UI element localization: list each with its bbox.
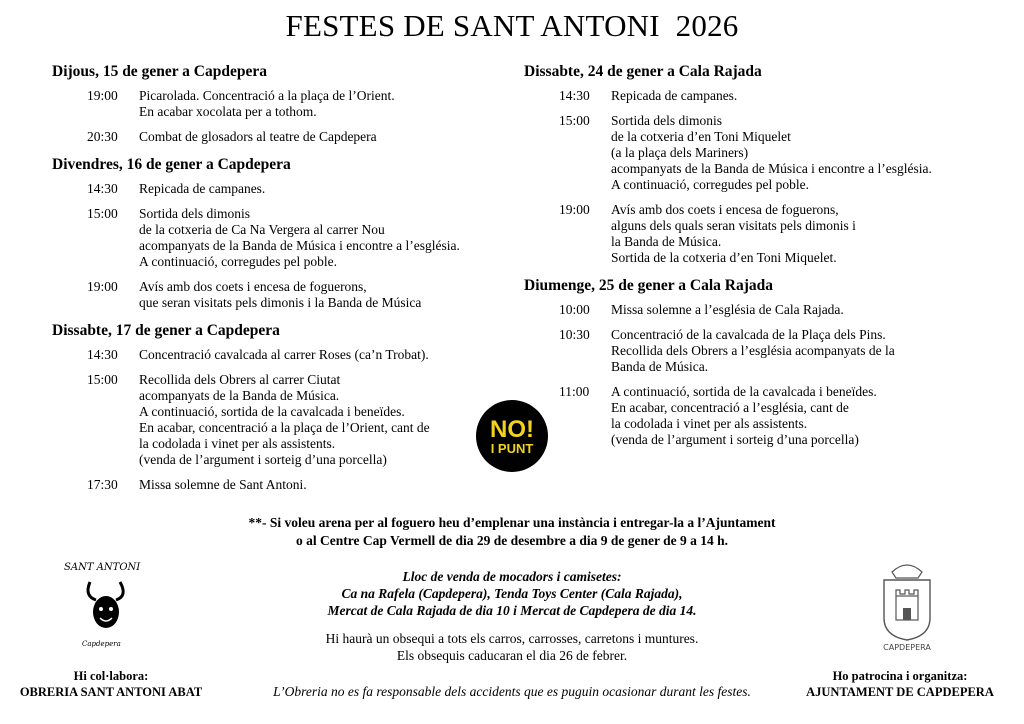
event-time: 17:30 — [87, 477, 118, 492]
event-time: 11:00 — [559, 384, 590, 399]
event-time: 15:00 — [559, 113, 590, 128]
event-line: de la cotxeria de Ca Na Vergera al carrer Nou — [139, 222, 385, 237]
event-time: 19:00 — [87, 279, 118, 294]
event-row — [52, 206, 492, 270]
event-line: Sortida dels dimonis — [139, 206, 250, 221]
gift-line: Hi haurà un obsequi a tots els carros, carrosses, carretons i muntures. — [325, 631, 699, 646]
event-line: (venda de l’argument i sorteig d’una porcella) — [139, 452, 387, 467]
event-time: 14:30 — [559, 88, 590, 103]
svg-text:SANT ANTONI: SANT ANTONI — [64, 562, 141, 573]
event-row — [52, 477, 492, 493]
event-description — [611, 202, 856, 266]
collaborator-name: OBRERIA SANT ANTONI ABAT — [19, 685, 203, 699]
capdepera-coat-of-arms — [872, 556, 942, 652]
sponsor-block — [790, 668, 1010, 700]
event-line: A continuació, corregudes pel poble. — [611, 177, 809, 192]
gift-notice — [0, 630, 1024, 664]
event-line: Picarolada. Concentració a la plaça de l’Orient. — [139, 88, 395, 103]
sponsor-name: AJUNTAMENT DE CAPDEPERA — [806, 685, 994, 699]
event-line: En acabar, concentració a la plaça de l’Orient, cant de — [139, 420, 430, 435]
event-row — [52, 372, 492, 468]
event-line: Recollida dels Obrers a l’església acompanyats de la — [611, 343, 895, 358]
event-time: 10:00 — [559, 302, 590, 317]
event-time: 20:30 — [87, 129, 118, 144]
event-time: 19:00 — [559, 202, 590, 217]
event-time: 14:30 — [87, 181, 118, 196]
event-line: acompanyats de la Banda de Música. — [139, 388, 340, 403]
event-line: En acabar xocolata per a tothom. — [139, 104, 317, 119]
day-section — [524, 276, 994, 448]
event-line: Avís amb dos coets i encesa de foguerons, — [139, 279, 367, 294]
event-line: Sortida de la cotxeria d’en Toni Miquelet. — [611, 250, 837, 265]
event-line: Combat de glosadors al teatre de Capdepera — [139, 129, 377, 144]
event-time: 15:00 — [87, 206, 118, 221]
sales-line: Ca na Rafela (Capdepera), Tenda Toys Center (Cala Rajada), — [341, 586, 683, 601]
event-description — [611, 327, 895, 375]
day-heading: Diumenge, 25 de gener a Cala Rajada — [524, 277, 773, 294]
event-line: (venda de l’argument i sorteig d’una porcella) — [611, 432, 859, 447]
collaborator-block — [6, 668, 216, 700]
sant-antoni-logo — [62, 556, 152, 652]
event-line: de la cotxeria d’en Toni Miquelet — [611, 129, 791, 144]
event-row — [52, 181, 492, 197]
event-row — [524, 384, 994, 448]
event-time: 14:30 — [87, 347, 118, 362]
event-row — [52, 279, 492, 311]
event-line: Missa solemne de Sant Antoni. — [139, 477, 307, 492]
event-time: 19:00 — [87, 88, 118, 103]
notice-line: **- Si voleu arena per al foguero heu d’emplenar una instància i entregar-la a l’Ajuntament — [248, 515, 776, 530]
event-description — [139, 372, 430, 468]
event-description — [611, 384, 877, 448]
event-description — [139, 477, 307, 493]
event-line: Repicada de campanes. — [611, 88, 738, 103]
event-line: que seran visitats pels dimonis i la Banda de Música — [139, 295, 422, 310]
event-time: 15:00 — [87, 372, 118, 387]
event-line: Sortida dels dimonis — [611, 113, 722, 128]
sales-points — [0, 568, 1024, 619]
event-line: (a la plaça dels Mariners) — [611, 145, 749, 160]
event-description — [611, 302, 844, 318]
sales-line: Mercat de Cala Rajada de dia 10 i Mercat de Capdepera de dia 14. — [327, 603, 697, 618]
event-description — [139, 206, 460, 270]
day-section — [52, 321, 492, 493]
schedule-left-column — [52, 62, 492, 503]
sales-line: Lloc de venda de mocadors i camisetes: — [402, 569, 622, 584]
day-section — [52, 155, 492, 311]
event-line: Recollida dels Obrers al carrer Ciutat — [139, 372, 341, 387]
event-line: Repicada de campanes. — [139, 181, 266, 196]
event-row — [52, 347, 492, 363]
event-line: la codolada i vinet per als assistents. — [139, 436, 336, 451]
event-description — [139, 88, 395, 120]
event-line: Concentració cavalcada al carrer Roses (ca’n Trobat). — [139, 347, 429, 362]
event-description — [139, 347, 429, 363]
svg-text:CAPDEPERA: CAPDEPERA — [883, 643, 931, 652]
event-line: A continuació, corregudes pel poble. — [139, 254, 337, 269]
event-row — [524, 327, 994, 375]
event-line: A continuació, sortida de la cavalcada i beneïdes. — [139, 404, 405, 419]
event-row — [52, 129, 492, 145]
event-line: acompanyats de la Banda de Música i encontre a l’església. — [139, 238, 460, 253]
event-line: Missa solemne a l’església de Cala Rajada. — [611, 302, 844, 317]
badge-line-1: NO! — [490, 416, 534, 443]
svg-text:Capdepera: Capdepera — [82, 640, 121, 648]
sponsor-label: Ho patrocina i organitza: — [832, 669, 968, 683]
event-row — [524, 88, 994, 104]
arena-notice — [0, 514, 1024, 550]
event-line: acompanyats de la Banda de Música i encontre a l’església. — [611, 161, 932, 176]
event-row — [524, 302, 994, 318]
day-section — [524, 62, 994, 266]
day-heading: Dissabte, 24 de gener a Cala Rajada — [524, 63, 762, 80]
day-heading: Dissabte, 17 de gener a Capdepera — [52, 322, 280, 339]
event-description — [139, 129, 377, 145]
event-row — [524, 202, 994, 266]
gift-line: Els obsequis caducaran el dia 26 de febrer. — [396, 648, 628, 663]
event-description — [139, 181, 265, 197]
event-line: Avís amb dos coets i encesa de foguerons, — [611, 202, 839, 217]
event-time: 10:30 — [559, 327, 590, 342]
event-line: la codolada i vinet per als assistents. — [611, 416, 808, 431]
event-row — [524, 113, 994, 193]
page-title: FESTES DE SANT ANTONI 2026 — [285, 8, 739, 43]
event-description — [139, 279, 421, 311]
disclaimer: L’Obreria no es fa responsable dels accidents que es puguin ocasionar durant les festes. — [273, 684, 751, 699]
event-line: Banda de Música. — [611, 359, 709, 374]
event-description — [611, 88, 737, 104]
event-row — [52, 88, 492, 120]
event-line: la Banda de Música. — [611, 234, 722, 249]
day-section — [52, 62, 492, 145]
event-line: En acabar, concentració a l’església, cant de — [611, 400, 849, 415]
event-description — [611, 113, 932, 193]
collaborator-label: Hi col·labora: — [73, 669, 149, 683]
event-line: A continuació, sortida de la cavalcada i beneïdes. — [611, 384, 877, 399]
event-line: Concentració de la cavalcada de la Plaça dels Pins. — [611, 327, 886, 342]
day-heading: Divendres, 16 de gener a Capdepera — [52, 156, 291, 173]
day-heading: Dijous, 15 de gener a Capdepera — [52, 63, 267, 80]
no-i-punt-badge — [476, 400, 548, 472]
badge-line-2: I PUNT — [490, 441, 534, 456]
notice-line: o al Centre Cap Vermell de dia 29 de desembre a dia 9 de gener de 9 a 14 h. — [296, 533, 728, 548]
event-line: alguns dels quals seran visitats pels dimonis i — [611, 218, 856, 233]
schedule-right-column — [524, 62, 994, 458]
